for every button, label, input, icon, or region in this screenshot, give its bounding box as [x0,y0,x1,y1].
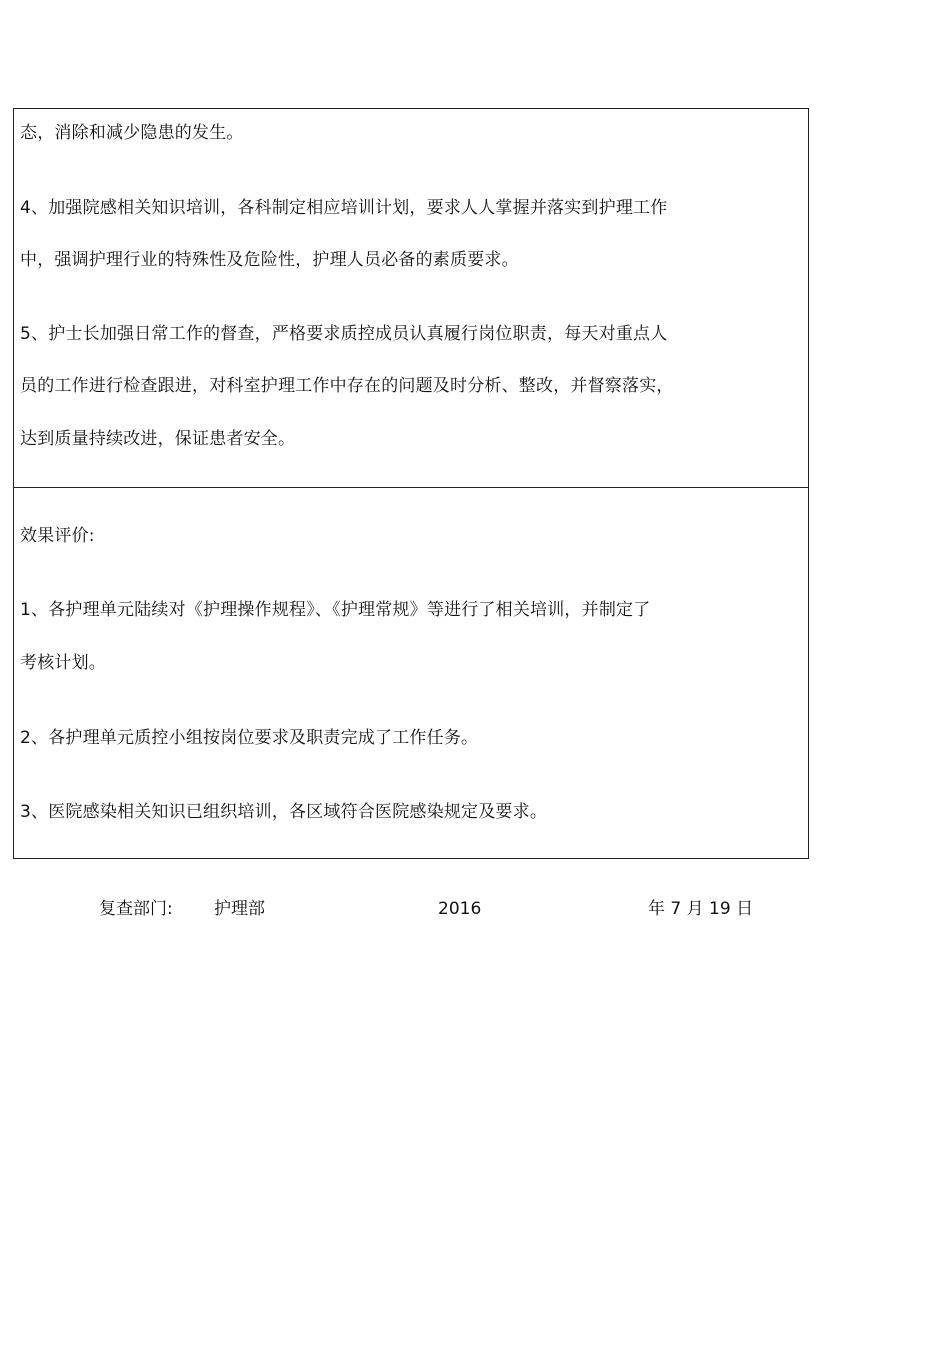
footer-dept-value: 护理部 [214,899,265,919]
evaluation-line-2: 考核计划。 [20,653,106,673]
evaluation-line-4: 3、医院感染相关知识已组织培训，各区域符合医院感染规定及要求。 [20,802,548,822]
evaluation-line-3: 2、各护理单元质控小组按岗位要求及职责完成了工作任务。 [20,728,479,748]
measures-line-3: 中，强调护理行业的特殊性及危险性，护理人员必备的素质要求。 [20,250,519,270]
evaluation-line-1: 1、各护理单元陆续对《护理操作规程》、《护理常规》等进行了相关培训，并制定了 [20,600,651,620]
measures-line-5: 员的工作进行检查跟进，对科室护理工作中存在的问题及时分析、整改，并督察落实， [20,376,674,396]
measures-line-2: 4、加强院感相关知识培训，各科制定相应培训计划，要求人人掌握并落实到护理工作 [20,198,668,218]
footer-year: 2016 [438,899,482,919]
footer-month-day: 年 7 月 19 日 [648,899,754,919]
evaluation-heading: 效果评价: [20,526,95,546]
measures-line-4: 5、护士长加强日常工作的督查，严格要求质控成员认真履行岗位职责，每天对重点人 [20,324,668,344]
footer-dept-label: 复查部门: [99,899,173,919]
measures-line-6: 达到质量持续改进，保证患者安全。 [20,429,296,449]
measures-line-1: 态，消除和减少隐患的发生。 [20,123,244,143]
